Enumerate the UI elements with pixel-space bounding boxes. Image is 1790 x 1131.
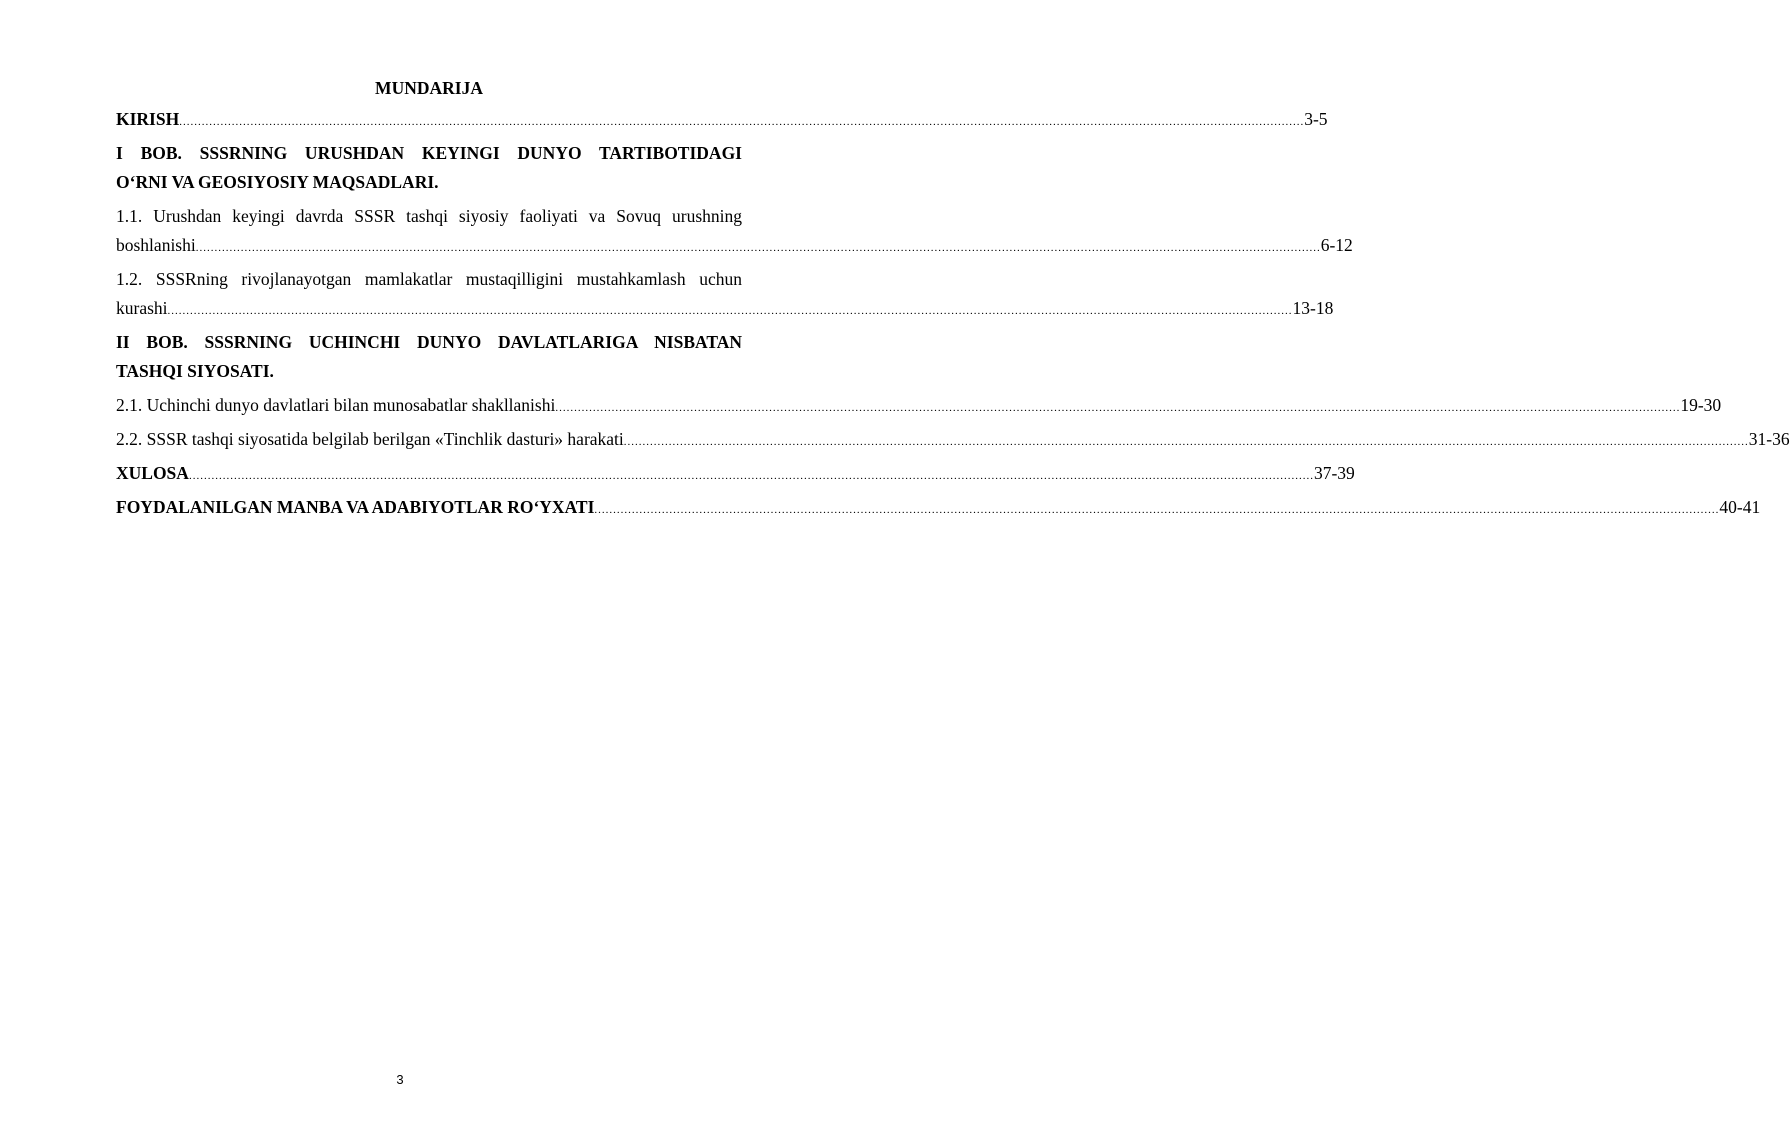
toc-chapter-1-line-2[interactable]: O‘RNI VA GEOSIYOSIY MAQSADLARI. <box>116 172 439 192</box>
dot-leader: ............................................................................................................................................................................................................................................................................................................ <box>188 470 1314 482</box>
entry-label: 2.2. SSSR tashqi siyosatida belgilab berilgan «Tinchlik dasturi» harakati <box>116 429 624 449</box>
entry-pages: 37-39 <box>1313 463 1355 483</box>
entry-pages: 6-12 <box>1320 235 1353 255</box>
page-number: 3 <box>396 1072 404 1087</box>
entry-label: KIRISH <box>116 109 180 129</box>
entry-pages: 3-5 <box>1304 109 1328 129</box>
toc-section-1-1-line-1[interactable]: 1.1. Urushdan keyingi davrda SSSR tashqi siyosiy faoliyati va Sovuq urushning <box>116 206 742 226</box>
dot-leader: ............................................................................................................................................................................................................................................................................................................ <box>623 436 1749 448</box>
dot-leader: ............................................................................................................................................................................................................................................................................................................ <box>594 504 1720 516</box>
toc-entry-manba[interactable] <box>116 493 1761 522</box>
entry-pages: 31-36 <box>1748 429 1790 449</box>
entry-label: FOYDALANILGAN MANBA VA ADABIYOTLAR RO‘YXATI <box>116 497 595 517</box>
entry-pages: 13-18 <box>1292 298 1334 318</box>
toc-section-2-1[interactable] <box>116 391 1722 420</box>
toc-chapter-2-line-1[interactable]: II BOB. SSSRNING UCHINCHI DUNYO DAVLATLARIGA NISBATAN <box>116 332 742 352</box>
toc-section-1-2-line-2[interactable] <box>116 294 1334 323</box>
toc-section-1-1-line-2[interactable] <box>116 231 1353 260</box>
entry-label: XULOSA <box>116 463 189 483</box>
toc-chapter-2-line-2[interactable]: TASHQI SIYOSATI. <box>116 361 274 381</box>
dot-leader: ............................................................................................................................................................................................................................................................................................................ <box>195 242 1321 254</box>
dot-leader: ............................................................................................................................................................................................................................................................................................................ <box>179 116 1305 128</box>
entry-label: kurashi <box>116 298 168 318</box>
toc-entry-kirish[interactable] <box>116 108 1328 131</box>
toc-chapter-1-line-1[interactable]: I BOB. SSSRNING URUSHDAN KEYINGI DUNYO TARTIBOTIDAGI <box>116 143 742 163</box>
entry-pages: 40-41 <box>1719 497 1761 517</box>
entry-label: 2.1. Uchinchi dunyo davlatlari bilan munosabatlar shakllanishi <box>116 395 556 415</box>
toc-title: MUNDARIJA <box>375 78 483 98</box>
table-of-contents <box>116 108 1790 522</box>
toc-section-1-2-line-1[interactable]: 1.2. SSSRning rivojlanayotgan mamlakatlar mustaqilligini mustahkamlash uchun <box>116 269 742 289</box>
entry-pages: 19-30 <box>1680 395 1722 415</box>
toc-entry-xulosa[interactable] <box>116 459 1355 488</box>
dot-leader: ............................................................................................................................................................................................................................................................................................................ <box>555 402 1681 414</box>
toc-section-2-2[interactable] <box>116 425 1790 454</box>
dot-leader: ............................................................................................................................................................................................................................................................................................................ <box>167 305 1293 317</box>
entry-label: boshlanishi <box>116 235 196 255</box>
